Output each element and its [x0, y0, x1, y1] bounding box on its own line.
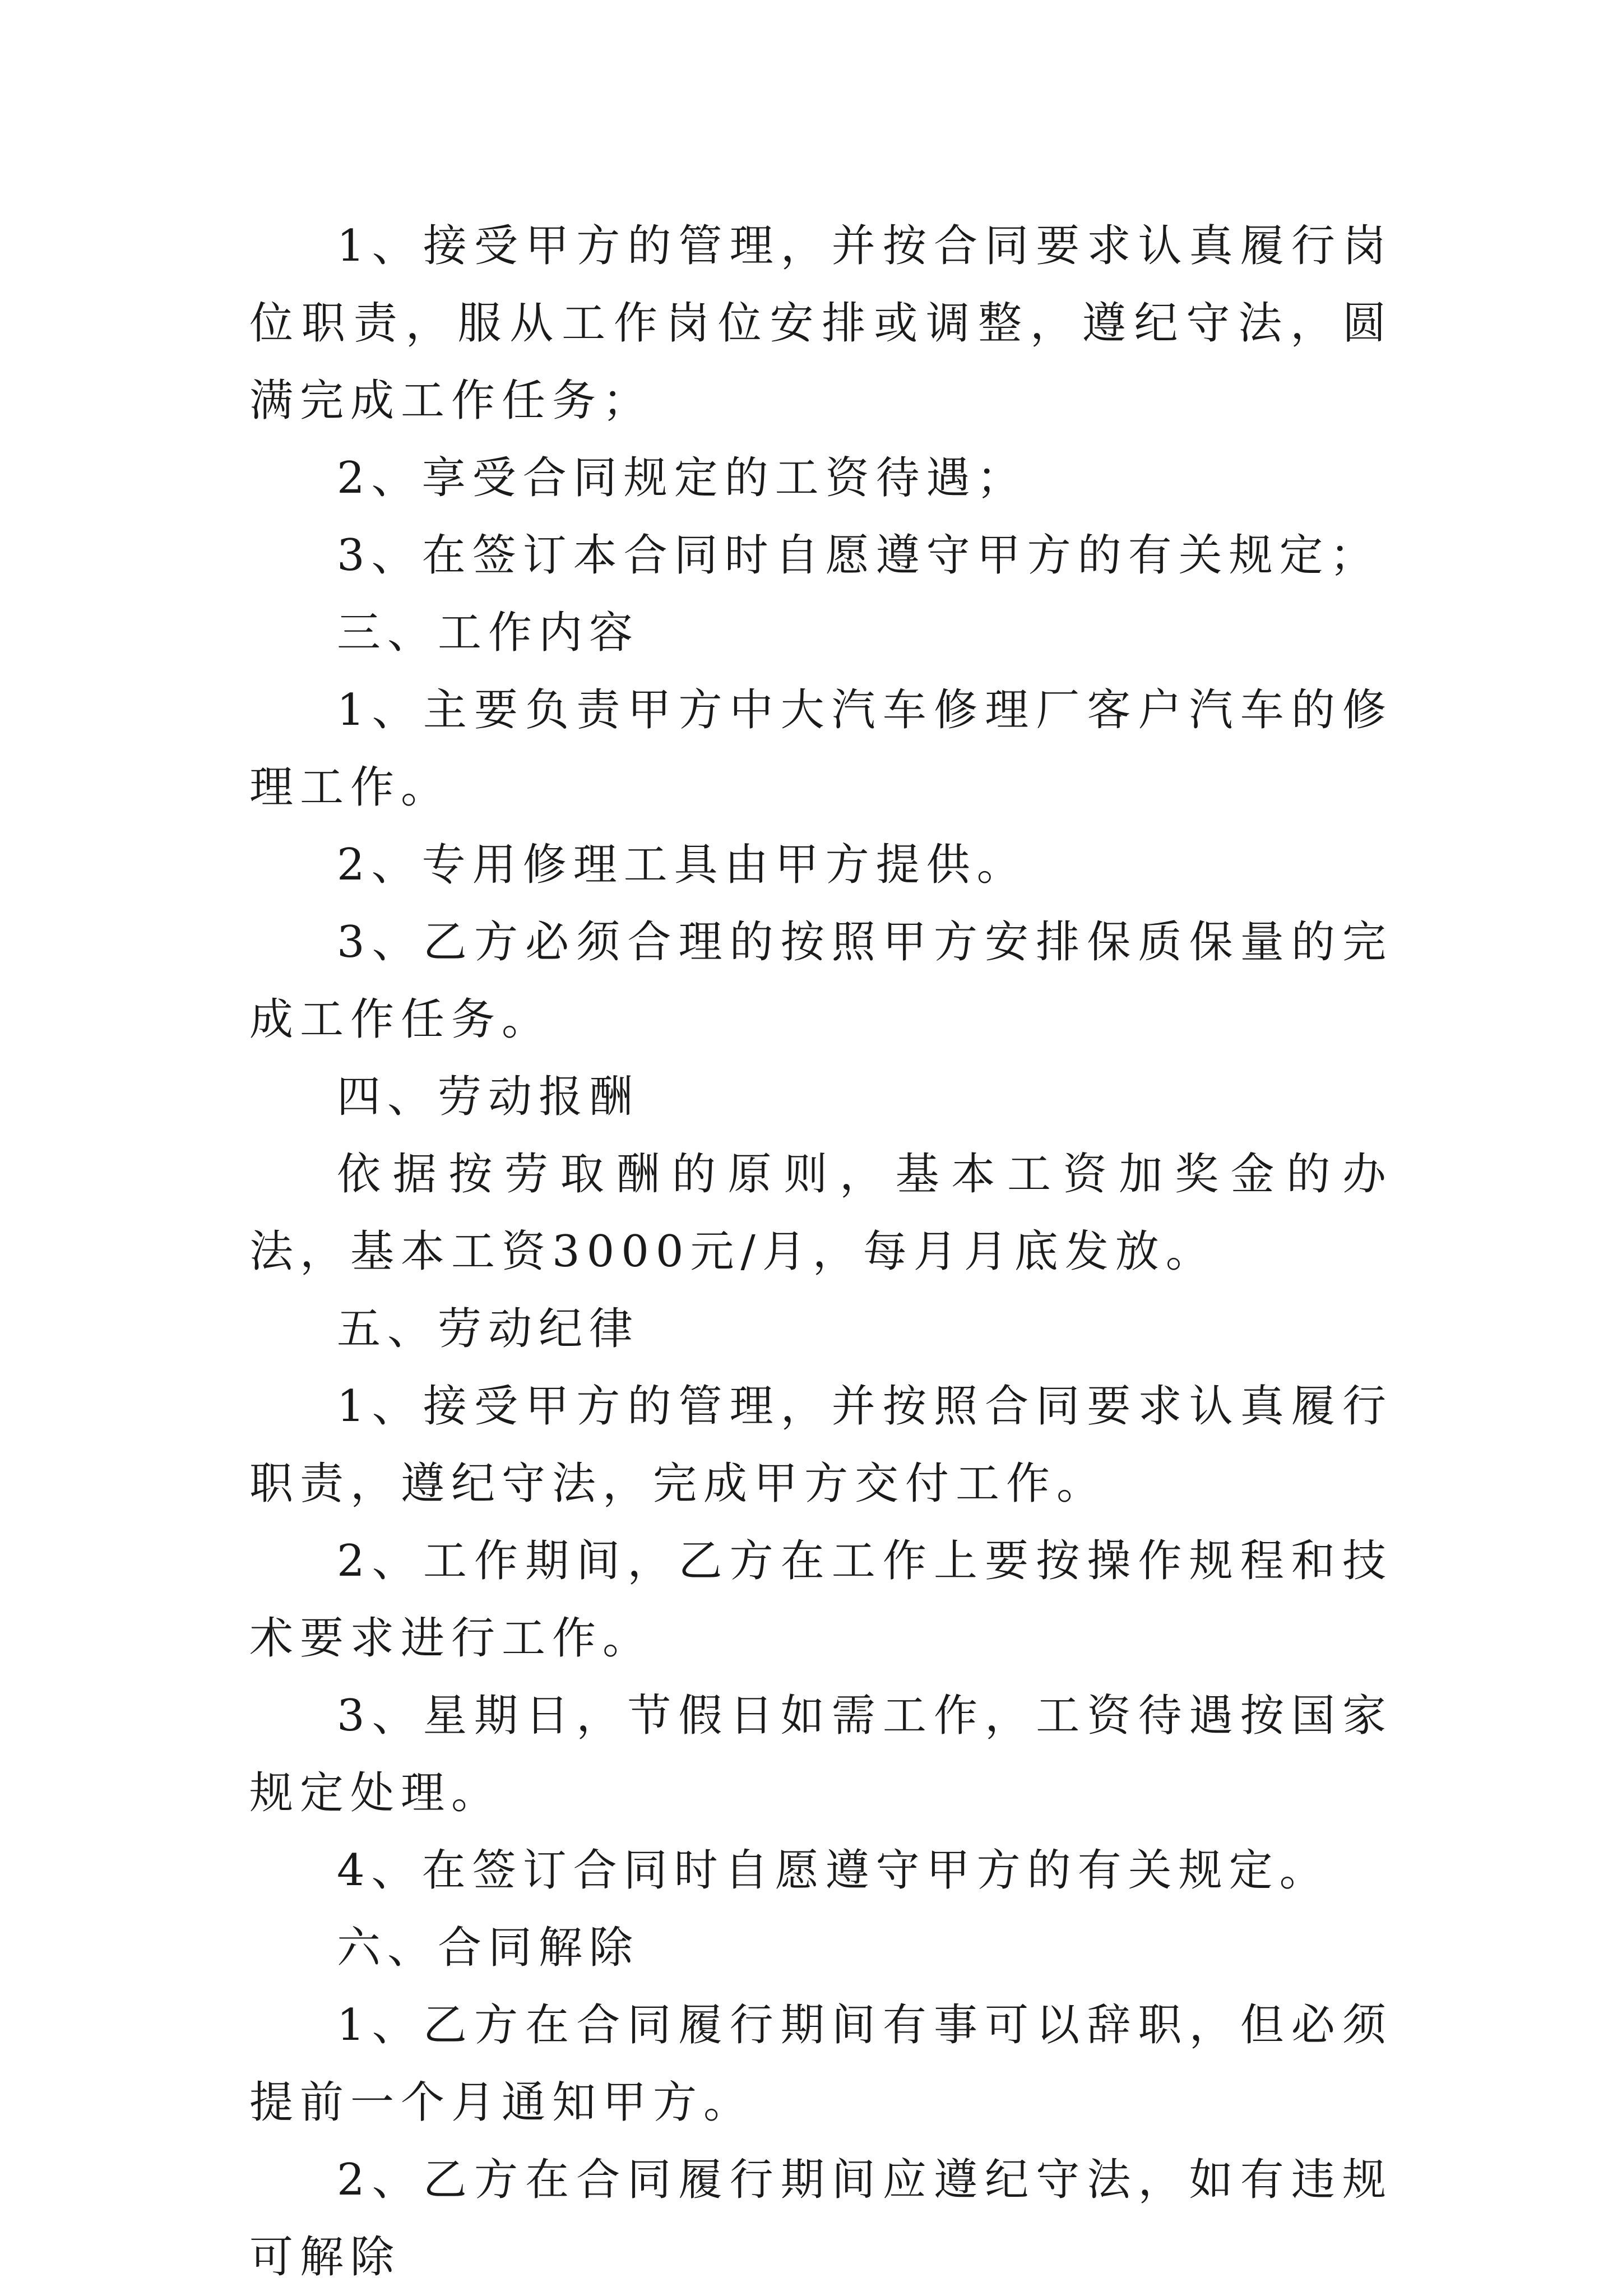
paragraph-termination-1: 1、乙方在合同履行期间有事可以辞职，但必须提前一个月通知甲方。: [249, 2000, 1393, 2128]
paragraph-discipline-4: 4、在签订合同时自愿遵守甲方的有关规定。: [337, 1845, 1330, 1896]
paragraph-duty-1: 1、接受甲方的管理，并按合同要求认真履行岗位职责，服从工作岗位安排或调整，遵纪守法，圆满完成工作任务；: [249, 221, 1393, 426]
paragraph-work-2: 2、专用修理工具由甲方提供。: [337, 840, 1027, 890]
paragraph-work-1: 1、主要负责甲方中大汽车修理厂客户汽车的修理工作。: [249, 685, 1393, 813]
section-heading-work-content: 三、工作内容: [337, 608, 640, 658]
paragraph-duty-3: 3、在签订本合同时自愿遵守甲方的有关规定；: [337, 530, 1380, 581]
section-heading-discipline: 五、劳动纪律: [337, 1304, 640, 1354]
paragraph-discipline-1: 1、接受甲方的管理，并按照合同要求认真履行职责，遵纪守法，完成甲方交付工作。: [249, 1381, 1393, 1509]
paragraph-remuneration: 依据按劳取酬的原则，基本工资加奖金的办法，基本工资3000元/月，每月月底发放。: [249, 1149, 1393, 1277]
section-heading-termination: 六、合同解除: [337, 1923, 640, 1973]
paragraph-discipline-2: 2、工作期间，乙方在工作上要按操作规程和技术要求进行工作。: [249, 1536, 1393, 1664]
section-heading-remuneration: 四、劳动报酬: [337, 1072, 640, 1122]
document-body: [249, 207, 1393, 2296]
paragraph-termination-2: 2、乙方在合同履行期间应遵纪守法，如有违规可解除: [249, 2155, 1393, 2283]
paragraph-discipline-3: 3、星期日，节假日如需工作，工资待遇按国家规定处理。: [249, 1691, 1393, 1818]
paragraph-work-3: 3、乙方必须合理的按照甲方安排保质保量的完成工作任务。: [249, 917, 1393, 1045]
paragraph-duty-2: 2、享受合同规定的工资待遇；: [337, 453, 1027, 503]
